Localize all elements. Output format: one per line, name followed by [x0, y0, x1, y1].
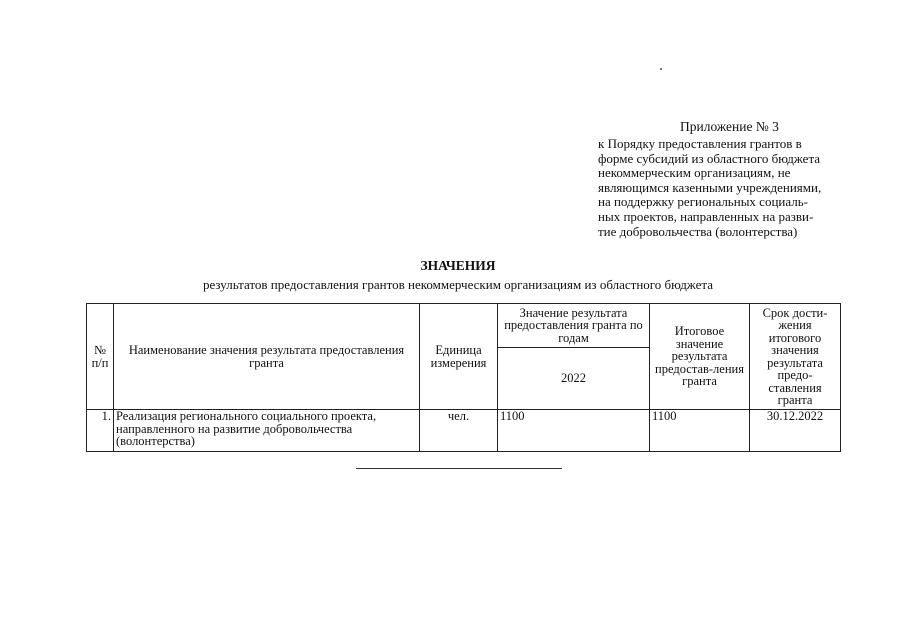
header-deadline: Срок дости-жения итогового значения результата предо-ставления гранта [750, 304, 841, 410]
document-subheading: результатов предоставления грантов некоммерческим организациям из областного бюджета [202, 277, 713, 292]
header-year: 2022 [498, 348, 650, 410]
header-total: Итоговое значение результата предостав-ления гранта [650, 304, 750, 410]
closing-rule [356, 468, 562, 469]
table-row [87, 410, 841, 452]
cell-number: 1. [87, 410, 114, 452]
cell-unit: чел. [420, 410, 498, 452]
cell-name: Реализация регионального социального проекта, направленного на развитие добровольчества (волонтерства) [114, 410, 420, 452]
appendix-reference-line: некоммерческим организациям, не [598, 165, 791, 181]
appendix-reference-line: тие добровольчества (волонтерства) [598, 223, 798, 239]
cell-value-2022: 1100 [498, 410, 650, 452]
appendix-reference-line: являющимся казенными учреждениями, [598, 179, 822, 195]
appendix-reference [598, 137, 848, 239]
header-yearly-group: Значение результата предоставления гранта по годам [498, 304, 650, 348]
appendix-reference-line: ных проектов, направленных на разви- [598, 208, 814, 224]
header-unit: Единица измерения [420, 304, 498, 410]
results-table [86, 303, 841, 452]
table-header-row [87, 304, 841, 348]
cell-total: 1100 [650, 410, 750, 452]
document-heading: ЗНАЧЕНИЯ [420, 258, 496, 273]
scan-speck [660, 68, 662, 70]
cell-deadline: 30.12.2022 [750, 410, 841, 452]
appendix-reference-line: к Порядку предоставления грантов в [598, 136, 802, 151]
appendix-reference-line: на поддержку региональных социаль- [598, 194, 808, 210]
header-name: Наименование значения результата предоставления гранта [114, 304, 420, 410]
appendix-reference-line: форме субсидий из областного бюджета [598, 150, 821, 166]
appendix-title: Приложение № 3 [680, 119, 779, 134]
header-number: № п/п [87, 304, 114, 410]
